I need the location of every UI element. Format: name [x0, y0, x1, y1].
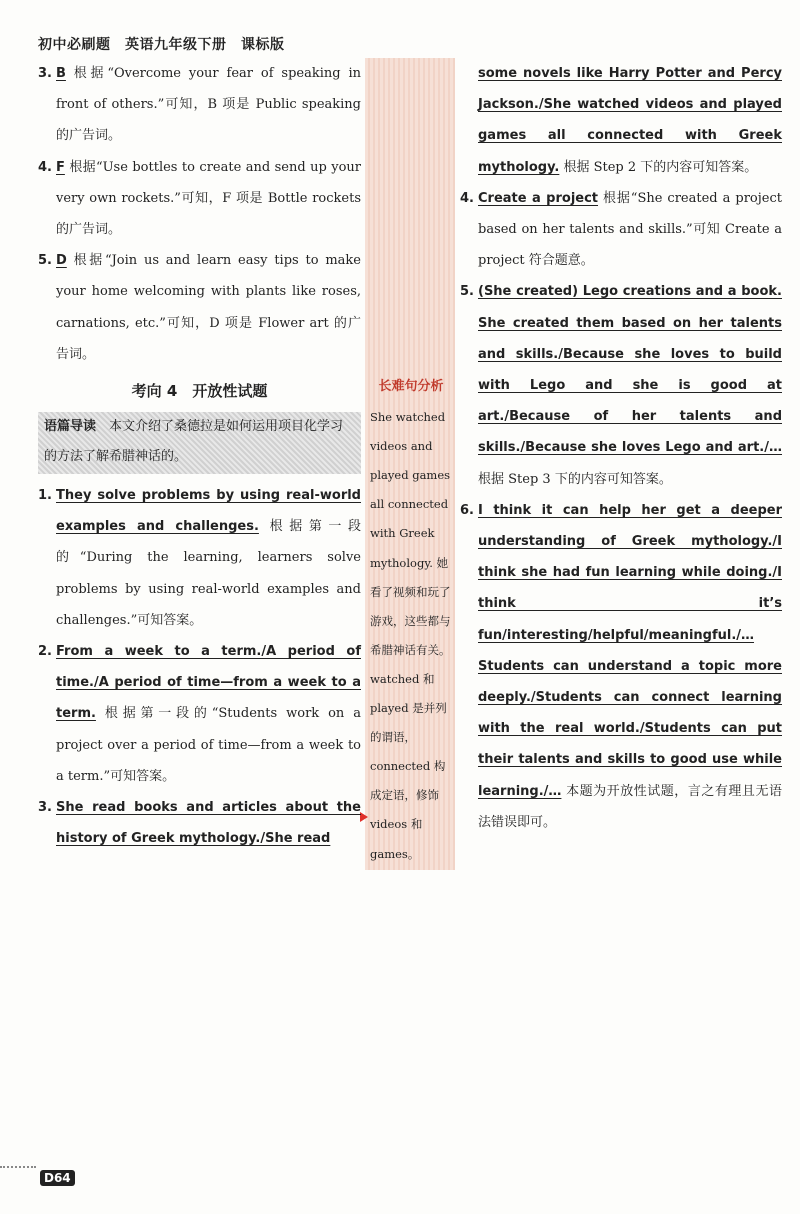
- item-number: 5.: [38, 253, 52, 269]
- item-number: 6.: [460, 502, 474, 518]
- explanation: 根据第一段的“During the learning, learners solve problems by using real-world examples and challenges.”可知答案。: [56, 519, 361, 628]
- explanation: 根据 Step 2 下的内容可知答案。: [559, 159, 758, 175]
- explanation: 根据“Join us and learn easy tips to make your home welcoming with plants like roses, carnations, etc.”可知，D 项是 Flower art 的广告词。: [56, 253, 361, 362]
- answer-item: [460, 58, 782, 183]
- analysis-text: She watched videos and played games all connected with Greek mythology. 她看了视频和玩了游戏，这些都与希腊神话有关。watched 和 played 是并列的谓语，connected 构成定语，修饰 videos 和 games。: [370, 410, 451, 861]
- answer-item: [460, 651, 782, 838]
- answer-text: She read books and articles about the history of Greek mythology./She read: [56, 800, 361, 847]
- left-column: [38, 58, 361, 854]
- answer-item: [460, 495, 782, 651]
- answer-item: [38, 636, 361, 792]
- item-number: 2.: [38, 644, 52, 660]
- answer-text: (She created) Lego creations and a book. She created them based on her talents and skills./Because she loves to build with Lego and she is good at art./Because of her talents and skills./Because she loves Lego and art./…: [478, 284, 782, 456]
- answer-text: They solve problems by using real-world examples and challenges.: [56, 488, 361, 535]
- item-number: 5.: [460, 284, 474, 300]
- answer-letter: F: [56, 159, 65, 175]
- page-header: 初中必刷题 英语九年级下册 课标版: [38, 37, 285, 53]
- pointer-arrow-icon: [360, 812, 368, 822]
- long-sentence-analysis: [370, 372, 452, 869]
- answer-item: [460, 276, 782, 494]
- answer-text: Students can understand a topic more deeply./Students can connect learning with the real world./Students can put their talents and skills to good use while learning./…: [478, 658, 782, 799]
- guide-label: 语篇导读: [44, 419, 97, 435]
- answer-item: [38, 58, 361, 152]
- answer-text: From a week to a term./A period of time./A period of time—from a week to a term.: [56, 644, 361, 722]
- answer-text: Create a project: [478, 190, 599, 206]
- item-number: 4.: [38, 159, 52, 175]
- page-number: D64: [40, 1170, 75, 1186]
- item-number: 1.: [38, 488, 52, 504]
- explanation: 根据“She created a project based on her talents and skills.”可知 Create a project 符合题意。: [478, 190, 782, 269]
- answer-letter: D: [56, 253, 67, 269]
- explanation: 根据“Use bottles to create and send up your very own rockets.”可知，F 项是 Bottle rockets 的广告词。: [56, 159, 361, 238]
- answer-text: I think it can help her get a deeper understanding of Greek mythology./I think she had fun learning while doing./I think it’s fun/interesting/helpful/meaningful./…: [478, 502, 782, 643]
- explanation: 根据 Step 3 下的内容可知答案。: [478, 471, 672, 487]
- answer-item: [38, 792, 361, 854]
- item-number: 3.: [38, 66, 52, 81]
- item-number: 3.: [38, 800, 52, 816]
- right-column: [460, 58, 782, 838]
- analysis-title: 长难句分析: [378, 379, 444, 394]
- answer-item: [38, 480, 361, 636]
- item-number: 4.: [460, 190, 474, 206]
- answer-item: [460, 183, 782, 277]
- explanation: 本题为开放性试题，言之有理且无语法错误即可。: [478, 783, 782, 830]
- guide-text: 本文介绍了桑德拉是如何运用项目化学习的方法了解希腊神话的。: [44, 419, 344, 465]
- answer-text: some novels like Harry Potter and Percy Jackson./She watched videos and played games all connected with Greek mythology.: [478, 66, 782, 175]
- answer-item: [38, 245, 361, 370]
- passage-guide: [38, 412, 361, 474]
- answer-letter: B: [56, 66, 66, 81]
- answer-item: [38, 152, 361, 246]
- explanation: 根据“Overcome your fear of speaking in front of others.”可知，B 项是 Public speaking 的广告词。: [56, 66, 361, 144]
- section-title: 考向 4 开放性试题: [131, 382, 268, 401]
- footer-divider: [0, 1166, 36, 1168]
- explanation: 根据第一段的“Students work on a project over a period of time—from a week to a term.”可知答案。: [56, 706, 361, 784]
